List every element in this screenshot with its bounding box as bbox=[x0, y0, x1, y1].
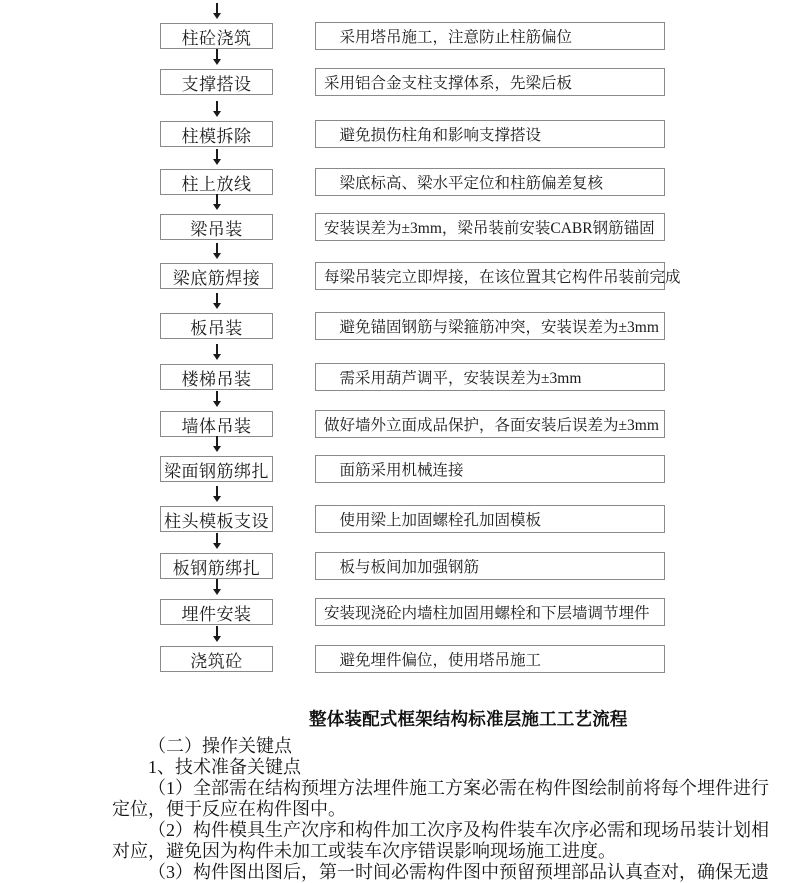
flow-note-label: 使用梁上加固螺栓孔加固模板 bbox=[324, 512, 542, 529]
flow-note-label: 需采用葫芦调平，安装误差为±3mm bbox=[324, 370, 582, 387]
down-arrow-icon bbox=[209, 49, 225, 66]
flow-row bbox=[0, 262, 793, 290]
flow-note-box bbox=[315, 22, 665, 50]
flow-step-label: 楼梯吊装 bbox=[181, 369, 252, 389]
down-arrow-icon bbox=[209, 101, 225, 118]
flow-note-box bbox=[315, 168, 665, 196]
flow-note-label: 避免埋件偏位，使用塔吊施工 bbox=[324, 652, 542, 669]
flow-step-label: 梁底筋焊接 bbox=[172, 268, 261, 288]
body-text bbox=[112, 736, 776, 883]
flow-step-box bbox=[160, 411, 273, 437]
flow-note-label: 面筋采用机械连接 bbox=[324, 462, 464, 479]
flow-note-box bbox=[315, 552, 665, 580]
flow-note-label: 采用铝合金支柱支撑体系，先梁后板 bbox=[324, 75, 573, 92]
flow-step-box bbox=[160, 506, 273, 532]
flow-row bbox=[0, 120, 793, 148]
down-arrow-icon bbox=[209, 579, 225, 596]
flow-note-box bbox=[315, 312, 665, 340]
paragraph: 1、技术准备关键点 bbox=[148, 757, 301, 777]
flow-note-label: 安装现浇砼内墙柱加固用螺栓和下层墙调节埋件 bbox=[324, 605, 650, 622]
down-arrow-icon bbox=[209, 293, 225, 310]
flow-note-label: 采用塔吊施工，注意防止柱筋偏位 bbox=[324, 29, 573, 46]
down-arrow-icon bbox=[209, 533, 225, 550]
flow-row bbox=[0, 505, 793, 533]
flow-step-label: 柱头模板支设 bbox=[164, 511, 269, 531]
flow-row bbox=[0, 598, 793, 626]
flow-note-label: 安装误差为±3mm，梁吊装前安装CABR钢筋锚固 bbox=[324, 220, 655, 237]
flow-note-label: 避免损伤柱角和影响支撑搭设 bbox=[324, 127, 542, 144]
flow-row bbox=[0, 552, 793, 580]
flow-note-box bbox=[315, 410, 665, 438]
flow-step-label: 梁吊装 bbox=[190, 219, 243, 239]
flow-note-box bbox=[315, 262, 681, 290]
flow-note-box bbox=[315, 505, 665, 533]
paragraph: （2）构件模具生产次序和构件加工次序及构件装车次序必需和现场吊装计划相对应，避免因为构件未加工或装车次序错误影响现场施工进度。 bbox=[112, 820, 769, 861]
flow-note-box bbox=[315, 455, 665, 483]
flow-step-label: 浇筑砼 bbox=[190, 651, 243, 671]
flow-step-box bbox=[160, 169, 273, 195]
down-arrow-icon bbox=[209, 243, 225, 260]
down-arrow-icon bbox=[209, 486, 225, 503]
flow-row bbox=[0, 168, 793, 196]
flow-step-box bbox=[160, 364, 273, 390]
flow-note-box bbox=[315, 120, 665, 148]
flow-note-box bbox=[315, 68, 665, 96]
flow-row bbox=[0, 22, 793, 50]
flow-note-label: 板与板间加加强钢筋 bbox=[324, 559, 480, 576]
flow-step-box bbox=[160, 553, 273, 579]
flow-step-label: 柱砼浇筑 bbox=[181, 28, 252, 48]
down-arrow-icon bbox=[209, 149, 225, 166]
down-arrow-icon bbox=[209, 626, 225, 643]
flow-row bbox=[0, 455, 793, 483]
flow-note-label: 做好墙外立面成品保护，各面安装后误差为±3mm bbox=[324, 417, 659, 434]
flow-note-label: 梁底标高、梁水平定位和柱筋偏差复核 bbox=[324, 175, 604, 192]
down-arrow-icon bbox=[209, 3, 225, 20]
flow-row bbox=[0, 363, 793, 391]
down-arrow-icon bbox=[209, 391, 225, 408]
paragraph: （3）构件图出图后，第一时间必需构件图中预留预埋部品认真查对，确保无遗 bbox=[148, 862, 769, 882]
flow-row bbox=[0, 213, 793, 241]
down-arrow-icon bbox=[209, 344, 225, 361]
flow-row bbox=[0, 645, 793, 673]
flow-step-box bbox=[160, 121, 273, 147]
flow-note-box bbox=[315, 598, 665, 626]
flow-row bbox=[0, 410, 793, 438]
flow-step-label: 板钢筋绑扎 bbox=[172, 558, 261, 578]
paragraph: （1）全部需在结构预埋方法埋件施工方案必需在构件图绘制前将每个埋件进行定位，便于反应在构件图中。 bbox=[112, 778, 769, 819]
down-arrow-icon bbox=[209, 194, 225, 211]
flow-note-box bbox=[315, 213, 665, 241]
flow-step-label: 墙体吊装 bbox=[181, 416, 252, 436]
flow-step-box bbox=[160, 313, 273, 339]
flow-step-label: 梁面钢筋绑扎 bbox=[164, 461, 269, 481]
down-arrow-icon bbox=[209, 436, 225, 453]
flow-step-box bbox=[160, 599, 273, 625]
flow-step-box bbox=[160, 69, 273, 95]
flow-row bbox=[0, 68, 793, 96]
flow-note-box bbox=[315, 645, 665, 673]
flow-step-box bbox=[160, 263, 273, 289]
flow-note-box bbox=[315, 363, 665, 391]
flow-step-box bbox=[160, 214, 273, 240]
flow-step-box bbox=[160, 456, 273, 482]
flow-step-label: 柱上放线 bbox=[181, 174, 252, 194]
paragraph: （二）操作关键点 bbox=[148, 736, 292, 756]
flowchart-caption: 整体装配式框架结构标准层施工工艺流程 bbox=[309, 709, 628, 729]
flow-note-label: 避免锚固钢筋与梁箍筋冲突，安装误差为±3mm bbox=[324, 319, 659, 336]
flow-step-label: 埋件安装 bbox=[181, 604, 252, 624]
flow-step-box bbox=[160, 23, 273, 49]
flow-step-label: 支撑搭设 bbox=[181, 74, 252, 94]
flow-note-label: 每梁吊装完立即焊接，在该位置其它构件吊装前完成 bbox=[324, 269, 681, 286]
flow-step-label: 柱模拆除 bbox=[181, 126, 252, 146]
flow-row bbox=[0, 312, 793, 340]
flow-step-label: 板吊装 bbox=[190, 318, 243, 338]
flow-step-box bbox=[160, 646, 273, 672]
